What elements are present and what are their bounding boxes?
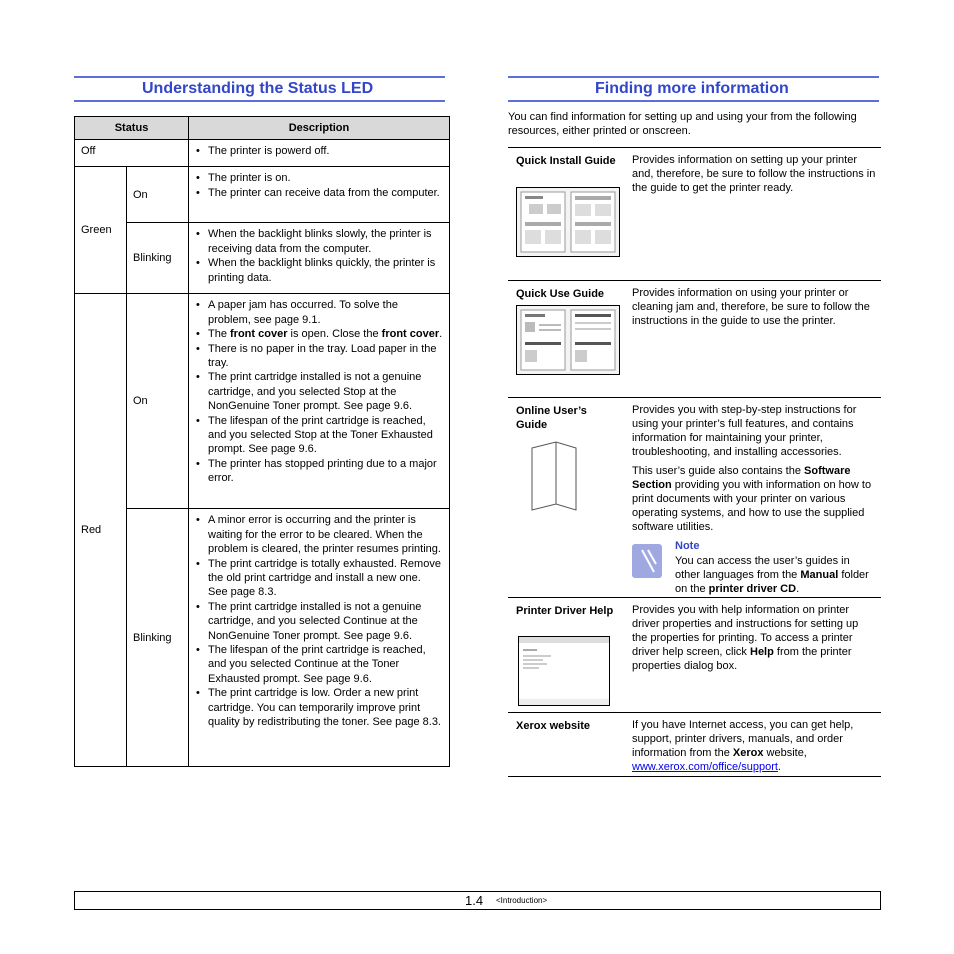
note-text: You can access the user’s guides in other languages from the Manual folder on the printer driver CD. [675,555,869,595]
status-led-table [74,116,450,767]
led-section-title: Understanding the Status LED [142,80,374,97]
quick-install-label: Quick Install Guide [516,155,616,167]
online-guide-desc-2: This user’s guide also contains the Software Section providing you with information on how to print documents with your printer on various operating systems, and how to use the supplied software utilities. [632,465,872,533]
page-number: 1.4 [465,893,484,908]
guide-pages-icon [517,188,619,256]
driver-help-description: Provides you with help information on printer driver properties and instructions for setting up the properties for printing. To access a printer driver help screen, click Help from the printer properties dialog box. [632,604,859,672]
resource-quick-use [508,280,881,398]
online-guide-desc-1: Provides you with step-by-step instructions for using your printer’s full features, and contains information for maintaining your printer, troubleshooting, and installing accessories. [632,404,857,458]
driver-help-label: Printer Driver Help [516,605,614,617]
green-on-label: On [127,167,189,223]
note-title: Note [675,540,700,552]
info-section-heading [508,76,879,102]
help-window-icon [519,637,609,705]
off-list [195,144,443,158]
green-on-description [189,167,450,223]
table-row-red-on [75,294,450,509]
list-item: • The printer is on. [208,171,443,185]
list-item: • When the backlight blinks slowly, the printer is receiving data from the computer. [208,227,443,256]
table-header-row [75,117,450,140]
resource-driver-help [508,597,881,713]
list-item: • The print cartridge installed is not a genuine cartridge, and you selected Stop at the NonGenuine Toner prompt. See page 9.6. [208,370,443,413]
driver-help-screenshot [518,636,610,706]
list-item-front-cover: • The front cover is open. Close the front cover. [208,327,443,341]
table-row-red-blinking [75,509,450,767]
book-icon [528,438,580,512]
table-row-green-on [75,167,450,223]
online-guide-description [632,403,876,539]
quick-install-guide-thumbnail [516,187,620,257]
info-intro: You can find information for setting up and using your from the following resources, either printed or onscreen. [508,111,857,137]
online-guide-label: Online User’s Guide [516,405,587,431]
status-off: Off [75,140,189,167]
quick-use-label: Quick Use Guide [516,288,605,300]
status-header: Status [75,117,189,140]
red-on-label: On [127,294,189,509]
resource-xerox-website [508,712,881,777]
guide-pages-icon [517,306,619,374]
list-item: • The printer can receive data from the computer. [208,186,443,200]
xerox-website-description: If you have Internet access, you can get help, support, printer drivers, manuals, and order information from the Xerox website, www.xerox.com/office/support. [632,719,854,773]
list-item: • The lifespan of the print cartridge is reached, and you selected Stop at the Toner Exhausted prompt. See page 9.6. [208,414,443,457]
list-item: • A minor error is occurring and the printer is waiting for the error to be cleared. When the problem is cleared, the printer resumes printing. [208,513,443,556]
page-footer [74,891,881,910]
green-blinking-label: Blinking [127,223,189,294]
quick-install-description: Provides information on setting up your printer and, therefore, be sure to follow the instructions in the guide to get the printer ready. [632,154,876,194]
list-item: • The print cartridge is low. Order a new print cartridge. You can temporarily improve print quality by redistributing the toner. See page 8.3. [208,686,443,729]
red-blinking-label: Blinking [127,509,189,767]
status-red: Red [75,294,127,767]
table-row-green-blinking [75,223,450,294]
resource-online-guide [508,397,881,598]
list-item: • The print cartridge installed is not a genuine cartridge, and you selected Continue at the NonGenuine Toner prompt. See page 9.6. [208,600,443,643]
red-on-description [189,294,450,509]
green-blinking-list [195,227,443,285]
list-item: • The lifespan of the print cartridge is reached, and you selected Continue at the Toner Exhausted prompt. See page 9.6. [208,643,443,686]
quick-use-description: Provides information on using your printer or cleaning jam and, therefore, be sure to follow the instructions in the guide to use the printer. [632,287,870,327]
table-row-off [75,140,450,167]
section-name: <Introduction> [496,896,548,905]
list-item: • A paper jam has occurred. To solve the problem, see page 9.1. [208,298,443,327]
led-section-heading [74,76,445,102]
quick-use-guide-thumbnail [516,305,620,375]
resource-quick-install [508,147,881,281]
off-description [189,140,450,167]
xerox-support-link[interactable]: www.xerox.com/office/support [632,761,778,773]
list-item: • There is no paper in the tray. Load paper in the tray. [208,342,443,371]
red-blinking-list [195,513,443,729]
green-blinking-description [189,223,450,294]
xerox-website-label: Xerox website [516,720,590,732]
note-icon [632,542,664,580]
green-on-list [195,171,443,200]
description-header: Description [189,117,450,140]
list-item: • The printer has stopped printing due to a major error. [208,457,443,486]
list-item: • The print cartridge is totally exhausted. Remove the old print cartridge and install a new one. See page 8.3. [208,557,443,600]
list-item: • The printer is powerd off. [208,144,443,158]
status-green: Green [75,167,127,294]
red-blinking-description [189,509,450,767]
info-section-title: Finding more information [595,80,789,97]
red-on-list [195,298,443,485]
list-item: • When the backlight blinks quickly, the printer is printing data. [208,256,443,285]
